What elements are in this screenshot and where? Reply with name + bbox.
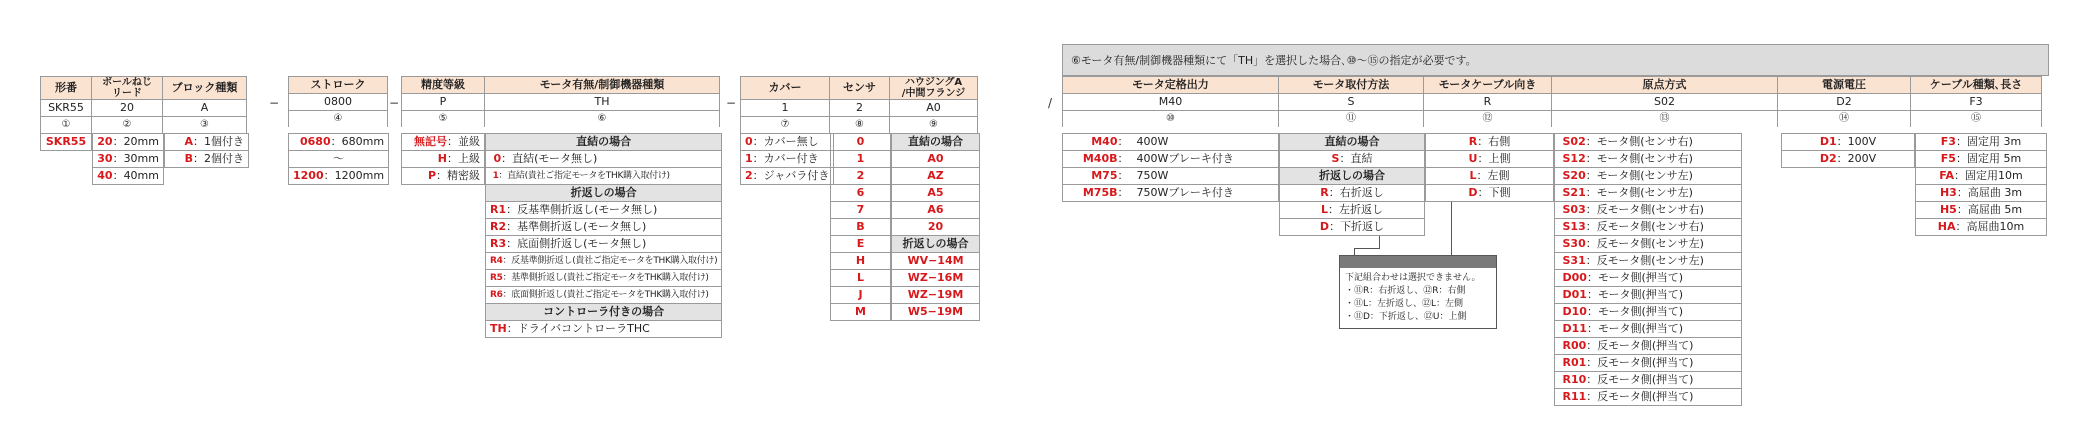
options-voltage <box>1781 133 1915 168</box>
option-row: S：直結 <box>1280 151 1425 168</box>
value-output: M40 <box>1063 94 1279 111</box>
option-row: D：下折返し <box>1280 219 1425 236</box>
option-desc: 400Wブレーキ付き <box>1133 151 1279 168</box>
options-cable <box>1915 133 2047 236</box>
value-model: SKR55 <box>41 100 92 117</box>
option-code: R11 <box>1562 390 1587 403</box>
note-line: ・⑪R：右折返し、⑫R：右側 <box>1345 286 1466 296</box>
options-mount <box>1279 133 1425 236</box>
option-row: H3：高屈曲 3m <box>1916 185 2047 202</box>
option-row: 7 <box>831 202 891 219</box>
value-cable: F3 <box>1911 94 2042 111</box>
header-cover: カバー <box>741 77 830 100</box>
option-row: J <box>831 287 891 304</box>
option-row: R4：反基準側折返し(貴社ご指定モータをTHK購入取付け) <box>486 253 722 270</box>
option-row: 1：カバー付き <box>741 151 834 168</box>
option-row: HA：高屈曲10m <box>1916 219 2047 236</box>
options-output <box>1062 133 1279 202</box>
options-stroke <box>288 133 389 185</box>
option-row: R1：反基準側折返し(モータ無し) <box>486 202 722 219</box>
num-10: ⑩ <box>1063 111 1279 128</box>
option-subheader: 直結の場合 <box>1280 134 1425 151</box>
value-origin: S02 <box>1552 94 1778 111</box>
options-housing <box>891 133 980 321</box>
option-subheader: 直結の場合 <box>892 134 980 151</box>
value-mount: S <box>1279 94 1424 111</box>
header-lead: ボールねじ リード <box>92 77 163 100</box>
options-block <box>164 133 249 168</box>
options-cable-dir <box>1425 133 1554 202</box>
option-row: F5：固定用 5m <box>1916 151 2047 168</box>
option-code: M75B： <box>1063 185 1133 202</box>
separator-slash: / <box>1048 96 1053 110</box>
option-desc: 反モータ側(センサ左) <box>1596 237 1704 250</box>
header-origin: 原点方式 <box>1552 77 1778 94</box>
options-model <box>40 133 92 151</box>
option-row: R5：基準側折返し(貴社ご指定モータをTHK購入取付け) <box>486 270 722 287</box>
separator-dash: − <box>269 96 280 110</box>
option-desc: 反モータ側(押当て) <box>1597 390 1694 403</box>
option-code: S31 <box>1562 254 1586 267</box>
option-subheader: 折返しの場合 <box>1280 168 1425 185</box>
value-voltage: D2 <box>1778 94 1911 111</box>
option-row: M <box>831 304 891 321</box>
option-row: A5 <box>892 185 980 202</box>
num-2: ② <box>92 117 163 134</box>
option-desc: モータ側(センサ右) <box>1596 135 1693 148</box>
group-c <box>401 76 720 127</box>
num-1: ① <box>41 117 92 134</box>
option-row: 30：30mm <box>93 151 164 168</box>
option-subheader: 折返しの場合 <box>892 236 980 253</box>
option-row: S02：モータ側(センサ右) <box>1555 134 1742 151</box>
option-row: AZ <box>892 168 980 185</box>
connector-line <box>1354 248 1355 255</box>
option-desc: 750W <box>1133 168 1279 185</box>
option-row: 0 <box>831 134 891 151</box>
option-subheader: コントローラ付きの場合 <box>486 304 722 321</box>
option-row: 無記号：並級 <box>402 134 485 151</box>
note-line: ・⑪L：左折返し、⑫L：左側 <box>1345 299 1464 309</box>
num-13: ⑬ <box>1552 111 1778 128</box>
value-stroke: 0800 <box>289 94 388 111</box>
options-motor <box>485 133 722 338</box>
option-row: 1200：1200mm <box>289 168 389 185</box>
group-a <box>40 76 247 133</box>
option-code: S03 <box>1562 203 1586 216</box>
option-code: M40B： <box>1063 151 1133 168</box>
option-row: 6 <box>831 185 891 202</box>
option-row: S21：モータ側(センサ左) <box>1555 185 1742 202</box>
option-desc: モータ側(押当て) <box>1597 271 1684 284</box>
option-row: R10：反モータ側(押当て) <box>1555 372 1742 389</box>
header-motor: モータ有無/制御機器種類 <box>485 77 720 94</box>
option-row: R11：反モータ側(押当て) <box>1555 389 1742 406</box>
connector-line <box>1451 202 1452 255</box>
option-row: D2：200V <box>1782 151 1915 168</box>
option-row: B：2個付き <box>165 151 249 168</box>
group-d <box>740 76 978 133</box>
note-line: 下記組合わせは選択できません。 <box>1345 273 1481 283</box>
option-desc: 反モータ側(センサ右) <box>1596 220 1704 233</box>
separator-dash: − <box>726 96 737 110</box>
header-housing: ハウジングA /中間フランジ <box>890 77 978 100</box>
option-row: S20：モータ側(センサ左) <box>1555 168 1742 185</box>
num-3: ③ <box>163 117 247 134</box>
header-precision: 精度等級 <box>402 77 485 94</box>
option-row: TH：ドライバコントローラTHC <box>486 321 722 338</box>
options-cover <box>740 133 834 185</box>
option-row: D10：モータ側(押当て) <box>1555 304 1742 321</box>
num-14: ⑭ <box>1778 111 1911 128</box>
option-row: D1：100V <box>1782 134 1915 151</box>
option-code: D11 <box>1562 322 1587 335</box>
option-desc: モータ側(押当て) <box>1597 305 1684 318</box>
options-origin <box>1554 133 1742 406</box>
value-block: A <box>163 100 247 117</box>
option-row: W5−19M <box>892 304 980 321</box>
num-5: ⑤ <box>402 111 485 128</box>
option-row: 1 <box>831 151 891 168</box>
option-code: M75： <box>1063 168 1133 185</box>
group-e <box>1062 76 2042 127</box>
option-row: 40：40mm <box>93 168 164 185</box>
option-row: 20 <box>892 219 980 236</box>
option-desc: 反モータ側(センサ左) <box>1596 254 1704 267</box>
option-row: R01：反モータ側(押当て) <box>1555 355 1742 372</box>
option-row: 0：カバー無し <box>741 134 834 151</box>
option-desc: 反モータ側(押当て) <box>1597 356 1694 369</box>
note-line: ・⑪D：下折返し、⑫U：上側 <box>1345 312 1467 322</box>
num-9: ⑨ <box>890 117 978 134</box>
header-voltage: 電源電圧 <box>1778 77 1911 94</box>
option-row: FA：固定用10m <box>1916 168 2047 185</box>
option-desc: モータ側(センサ右) <box>1596 152 1693 165</box>
num-4: ④ <box>289 111 388 128</box>
option-code: S12 <box>1562 152 1586 165</box>
option-code: S30 <box>1562 237 1586 250</box>
num-11: ⑪ <box>1279 111 1424 128</box>
option-row: S13：反モータ側(センサ右) <box>1555 219 1742 236</box>
option-row: SKR55 <box>41 134 92 151</box>
option-row: A：1個付き <box>165 134 249 151</box>
option-code: M40： <box>1063 134 1133 151</box>
option-desc: モータ側(センサ左) <box>1596 186 1693 199</box>
option-row: 2：ジャバラ付き <box>741 168 834 185</box>
option-code: D01 <box>1562 288 1587 301</box>
option-code: D00 <box>1562 271 1587 284</box>
num-15: ⑮ <box>1911 111 2042 128</box>
option-row: D00：モータ側(押当て) <box>1555 270 1742 287</box>
option-code: S13 <box>1562 220 1586 233</box>
option-row: H：上級 <box>402 151 485 168</box>
option-row: D：下側 <box>1426 185 1554 202</box>
option-row: P：精密級 <box>402 168 485 185</box>
option-row: D11：モータ側(押当て) <box>1555 321 1742 338</box>
option-row: U：上側 <box>1426 151 1554 168</box>
option-row: A6 <box>892 202 980 219</box>
option-row: S30：反モータ側(センサ左) <box>1555 236 1742 253</box>
option-row: R6：底面側折返し(貴社ご指定モータをTHK購入取付け) <box>486 287 722 304</box>
option-row: 0：直結(モータ無し) <box>486 151 722 168</box>
header-mount: モータ取付方法 <box>1279 77 1424 94</box>
header-block: ブロック種類 <box>163 77 247 100</box>
option-subheader: 折返しの場合 <box>486 185 722 202</box>
option-row: R00：反モータ側(押当て) <box>1555 338 1742 355</box>
option-code: R01 <box>1562 356 1587 369</box>
value-motor: TH <box>485 94 720 111</box>
option-desc: 反モータ側(押当て) <box>1597 373 1694 386</box>
option-code: S20 <box>1562 169 1586 182</box>
value-cable-dir: R <box>1424 94 1552 111</box>
option-row: L：左折返し <box>1280 202 1425 219</box>
option-code: S21 <box>1562 186 1586 199</box>
option-desc: 反モータ側(センサ右) <box>1596 203 1704 216</box>
option-row: 20：20mm <box>93 134 164 151</box>
option-code: R00 <box>1562 339 1587 352</box>
header-stroke: ストローク <box>289 77 388 94</box>
option-code: S02 <box>1562 135 1586 148</box>
connector-line <box>1354 248 1380 249</box>
option-row: S12：モータ側(センサ右) <box>1555 151 1742 168</box>
option-code: D10 <box>1562 305 1587 318</box>
option-row: D01：モータ側(押当て) <box>1555 287 1742 304</box>
header-model: 形番 <box>41 77 92 100</box>
option-row: 2 <box>831 168 891 185</box>
header-output: モータ定格出力 <box>1063 77 1279 94</box>
option-row: 0680：680mm <box>289 134 389 151</box>
option-desc: モータ側(押当て) <box>1597 322 1684 335</box>
option-desc: 750Wブレーキ付き <box>1133 185 1279 202</box>
notice-banner: ⑥モータ有無/制御機器種類にて「TH」を選択した場合､⑩〜⑮の指定が必要です。 <box>1062 44 2049 76</box>
option-row: WZ−16M <box>892 270 980 287</box>
option-row: R3：底面側折返し(モータ無し) <box>486 236 722 253</box>
option-row: A0 <box>892 151 980 168</box>
separator-dash: − <box>389 96 400 110</box>
value-lead: 20 <box>92 100 163 117</box>
option-row: H <box>831 253 891 270</box>
option-row: 1：直結(貴社ご指定モータをTHK購入取付け) <box>486 168 722 185</box>
num-7: ⑦ <box>741 117 830 134</box>
option-desc: 反モータ側(押当て) <box>1597 339 1694 352</box>
options-lead <box>92 133 164 185</box>
option-row: L：左側 <box>1426 168 1554 185</box>
option-desc: モータ側(押当て) <box>1597 288 1684 301</box>
option-row: H5：高屈曲 5m <box>1916 202 2047 219</box>
option-row: S31：反モータ側(センサ左) <box>1555 253 1742 270</box>
options-precision <box>401 133 485 185</box>
connector-line <box>1379 236 1380 248</box>
option-row: R：右折返し <box>1280 185 1425 202</box>
option-row: 〜 <box>289 151 389 168</box>
value-housing: A0 <box>890 100 978 117</box>
option-row: B <box>831 219 891 236</box>
note-header-bar <box>1340 256 1496 268</box>
value-sensor: 2 <box>830 100 890 117</box>
option-row: E <box>831 236 891 253</box>
option-row: S03：反モータ側(センサ右) <box>1555 202 1742 219</box>
restriction-note <box>1339 255 1497 329</box>
num-12: ⑫ <box>1424 111 1552 128</box>
option-desc: モータ側(センサ左) <box>1596 169 1693 182</box>
options-sensor <box>830 133 891 321</box>
group-b <box>288 76 388 127</box>
option-desc: 400W <box>1133 134 1279 151</box>
option-row: L <box>831 270 891 287</box>
option-row: WV−14M <box>892 253 980 270</box>
num-6: ⑥ <box>485 111 720 128</box>
value-cover: 1 <box>741 100 830 117</box>
option-subheader: 直結の場合 <box>486 134 722 151</box>
option-code: R10 <box>1562 373 1587 386</box>
value-precision: P <box>402 94 485 111</box>
header-cable-dir: モータケーブル向き <box>1424 77 1552 94</box>
header-sensor: センサ <box>830 77 890 100</box>
header-cable: ケーブル種類､長さ <box>1911 77 2042 94</box>
option-row: WZ−19M <box>892 287 980 304</box>
option-row: R2：基準側折返し(モータ無し) <box>486 219 722 236</box>
option-row: R：右側 <box>1426 134 1554 151</box>
option-row: F3：固定用 3m <box>1916 134 2047 151</box>
num-8: ⑧ <box>830 117 890 134</box>
